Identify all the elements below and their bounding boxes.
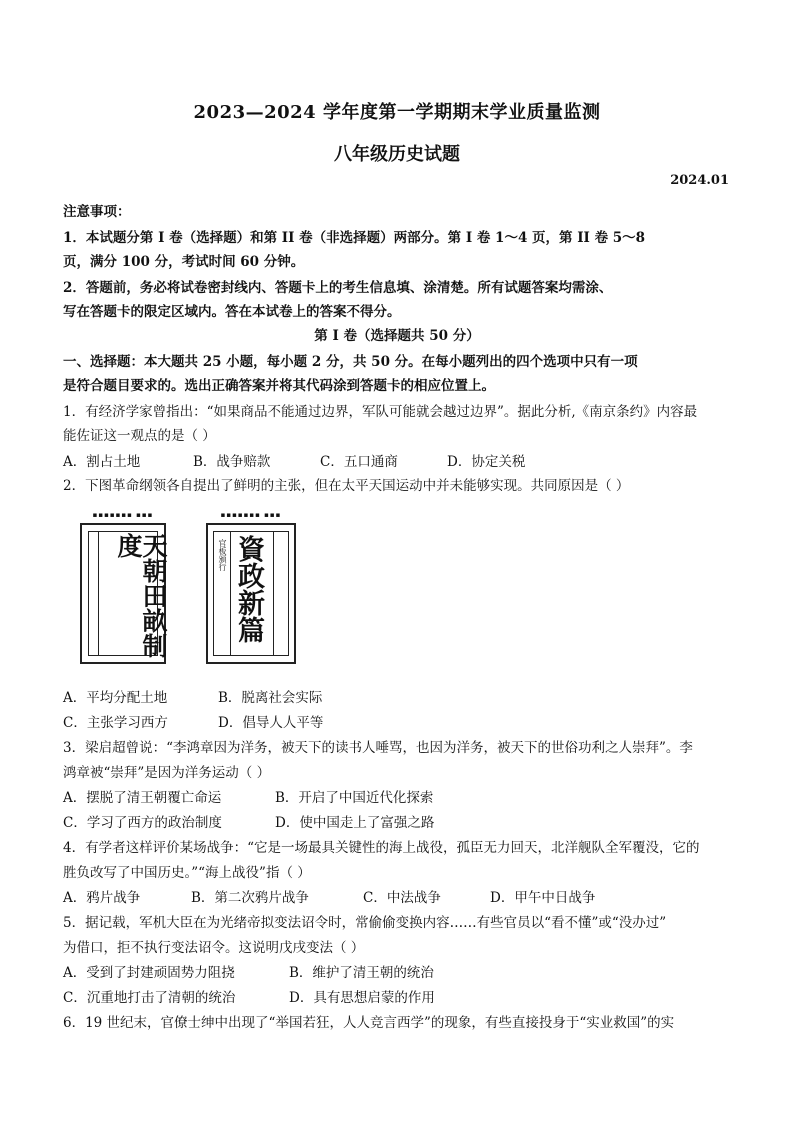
book-zizheng-xinpian: [206, 511, 296, 664]
book2-title: 資政新篇: [233, 535, 264, 643]
notes-item2-line2: 写在答题卡的限定区域内。答在本试卷上的答案不得分。: [63, 304, 401, 320]
section-title: 第 I 卷（选择题共 50 分）: [314, 328, 480, 344]
q1-options: [63, 450, 525, 470]
book2-rule-left: [230, 531, 231, 656]
section-intro-line2: 是符合题目要求的。选出正确答案并将其代码涂到答题卡的相应位置上。: [63, 378, 495, 394]
q5-stem-line2: 为借口，拒不执行变法诏令。这说明戊戌变法（ ）: [63, 940, 365, 956]
notes-item1-line2: 页，满分 100 分，考试时间 60 分钟。: [63, 254, 305, 270]
q3-options-row1: [63, 786, 433, 806]
q4-option-d[interactable]: D．甲午中日战争: [490, 890, 596, 906]
q5-options-row2: [63, 986, 435, 1006]
q5-option-c[interactable]: C．沉重地打击了清朝的统治: [63, 990, 236, 1006]
q1-option-b[interactable]: B．战争赔款: [193, 454, 271, 470]
q3-option-d[interactable]: D．使中国走上了富强之路: [275, 815, 435, 831]
q5-option-a[interactable]: A．受到了封建顽固势力阻挠: [63, 965, 235, 981]
section-intro-line1: 一、选择题：本大题共 25 小题，每小题 2 分，共 50 分。在每小题列出的四个选项中只有一项: [63, 354, 638, 370]
q5-options-row1: [63, 961, 434, 981]
q4-option-a[interactable]: A．鸦片战争: [63, 890, 141, 906]
book1-header-text: ▪▪▪▪▪▪▪ ▪▪▪: [92, 511, 154, 519]
q4-stem-line2: 胜负改写了中国历史。”“海上战役”指（ ）: [63, 865, 311, 881]
q4-stem-line1: 4．有学者这样评价某场战争：“它是一场最具关键性的海上战役，孤臣无力回天，北洋舰队全军覆没，它的: [63, 840, 700, 856]
q1-option-c[interactable]: C．五口通商: [320, 454, 398, 470]
q1-option-d[interactable]: D．协定关税: [447, 454, 526, 470]
q3-stem-line2: 鸿章被“崇拜”是因为洋务运动（ ）: [63, 765, 271, 781]
book2-side-text: 官板頒行: [218, 539, 227, 571]
q1-option-a[interactable]: A．割占土地: [63, 454, 141, 470]
notes-heading: 注意事项：: [63, 204, 131, 220]
book2-header-text: ▪▪▪▪▪▪▪ ▪▪▪: [220, 511, 282, 519]
notes-item2-line1: 2．答题前，务必将试卷密封线内、答题卡上的考生信息填、涂清楚。所有试题答案均需涂、: [63, 280, 613, 296]
q3-option-b[interactable]: B．开启了中国近代化探索: [275, 790, 434, 806]
q4-option-c[interactable]: C．中法战争: [363, 890, 441, 906]
q5-option-b[interactable]: B．维护了清王朝的统治: [289, 965, 434, 981]
q3-stem-line1: 3．梁启超曾说：“李鸿章因为洋务，被天下的读书人唾骂，也因为洋务，被天下的世俗功利之人崇拜”。李: [63, 740, 693, 756]
q2-option-b[interactable]: B．脱离社会实际: [218, 690, 323, 706]
q1-stem-line1: 1．有经济学家曾指出：“如果商品不能通过边界，军队可能就会越过边界”。据此分析,《南京条约》内容最: [63, 404, 698, 420]
q1-stem-line2: 能佐证这一观点的是（ ）: [63, 428, 216, 444]
q5-option-d[interactable]: D．具有思想启蒙的作用: [289, 990, 435, 1006]
q3-option-a[interactable]: A．摆脱了清王朝覆亡命运: [63, 790, 222, 806]
exam-date: 2024.01: [670, 173, 729, 188]
book2-rule-right: [273, 531, 274, 656]
q2-stem-line1: 2．下图革命纲领各自提出了鲜明的主张，但在太平天国运动中并未能够实现。共同原因是（ ）: [63, 478, 630, 494]
q2-option-a[interactable]: A．平均分配土地: [63, 690, 168, 706]
book-tianchao-tianmu: [80, 511, 168, 664]
q4-option-b[interactable]: B．第二次鸦片战争: [191, 890, 309, 906]
q5-stem-line1: 5．据记载，军机大臣在为光绪帝拟变法诏令时，常偷偷变换内容……有些官员以“看不懂”或“没办过”: [63, 915, 667, 931]
book1-title: 天朝田畝制度: [114, 533, 168, 658]
q4-options: [63, 886, 595, 906]
notes-item1-line1: 1．本试题分第 I 卷（选择题）和第 II 卷（非选择题）两部分。第 I 卷 1～4 页，第 II 卷 5～8: [63, 230, 646, 246]
exam-subtitle: 八年级历史试题: [334, 144, 460, 165]
q2-options-row2: [63, 711, 323, 731]
q2-option-c[interactable]: C．主张学习西方: [63, 715, 168, 731]
book1-rule: [98, 531, 99, 656]
q2-option-d[interactable]: D．倡导人人平等: [218, 715, 324, 731]
q3-option-c[interactable]: C．学习了西方的政治制度: [63, 815, 222, 831]
q2-options-row1: [63, 686, 322, 706]
q3-options-row2: [63, 811, 434, 831]
exam-title: 2023—2024 学年度第一学期期末学业质量监测: [193, 102, 601, 123]
q6-stem-line1: 6．19 世纪末，官僚士绅中出现了“举国若狂，人人竞言西学”的现象，有些直接投身于“实业救国”的实: [63, 1015, 675, 1031]
